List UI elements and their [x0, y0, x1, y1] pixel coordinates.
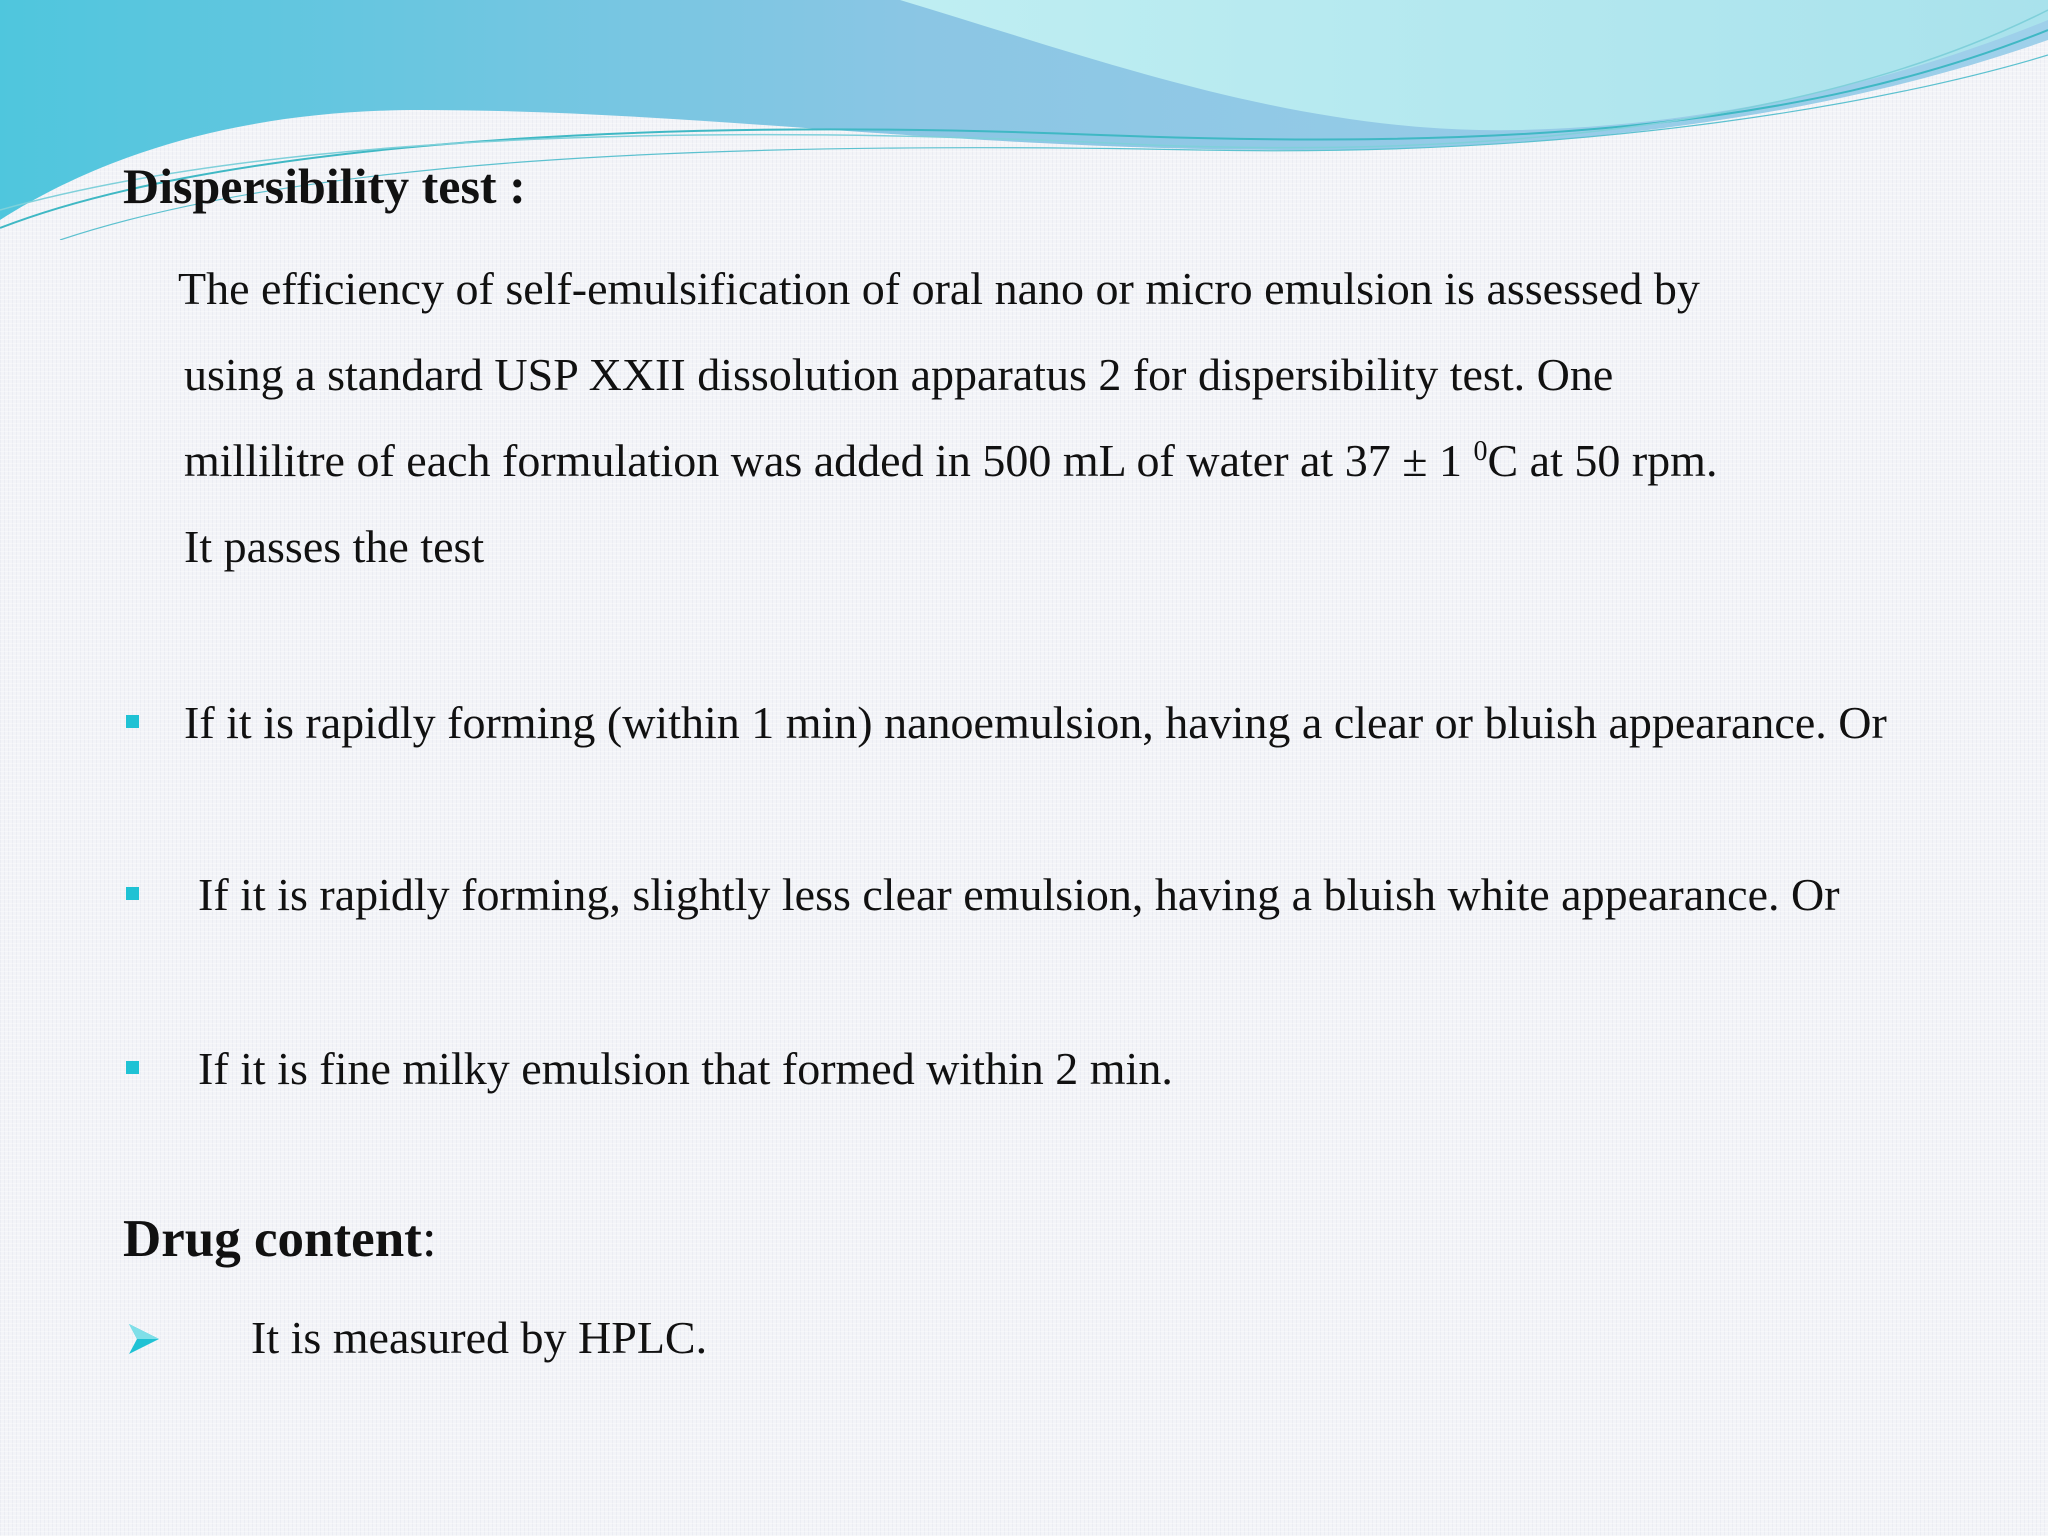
arrow-item-text: It is measured by HPLC.	[251, 1312, 708, 1363]
bullet-item	[184, 855, 1924, 935]
bullet-text: If it is fine milky emulsion that formed within 2 min.	[198, 1043, 1173, 1094]
dispersibility-paragraph	[178, 246, 1924, 590]
square-bullet-icon	[126, 1061, 139, 1074]
drug-content-heading-text: Drug content	[123, 1210, 422, 1268]
temperature-unit-text: C at 50 rpm.	[1487, 435, 1718, 486]
bullet-item	[184, 1029, 1924, 1109]
heading-colon: :	[496, 158, 526, 214]
paragraph-line-text: millilitre of each formulation was added in 500 mL of water at 37 ± 1	[184, 435, 1474, 486]
dispersibility-heading-text: Dispersibility test	[123, 158, 497, 214]
paragraph-line-temperature	[184, 418, 1924, 504]
paragraph-line: The efficiency of self-emulsification of oral nano or micro emulsion is assessed by	[178, 263, 1700, 314]
drug-content-heading	[123, 1211, 437, 1267]
paragraph-line: It passes the test	[184, 521, 485, 572]
temperature-superscript: 0	[1473, 436, 1488, 467]
square-bullet-icon	[126, 887, 139, 900]
bullet-item	[184, 683, 1924, 763]
bullet-text: If it is rapidly forming, slightly less clear emulsion, having a bluish white appearance. Or	[198, 869, 1840, 920]
arrow-bullet-icon	[127, 1322, 161, 1356]
dispersibility-heading	[123, 158, 526, 214]
bullet-text: If it is rapidly forming (within 1 min) nanoemulsion, having a clear or bluish appearance. Or	[184, 697, 1887, 748]
square-bullet-icon	[126, 715, 139, 728]
heading-colon: :	[421, 1210, 437, 1268]
paragraph-line: using a standard USP XXII dissolution apparatus 2 for dispersibility test. One	[184, 349, 1614, 400]
